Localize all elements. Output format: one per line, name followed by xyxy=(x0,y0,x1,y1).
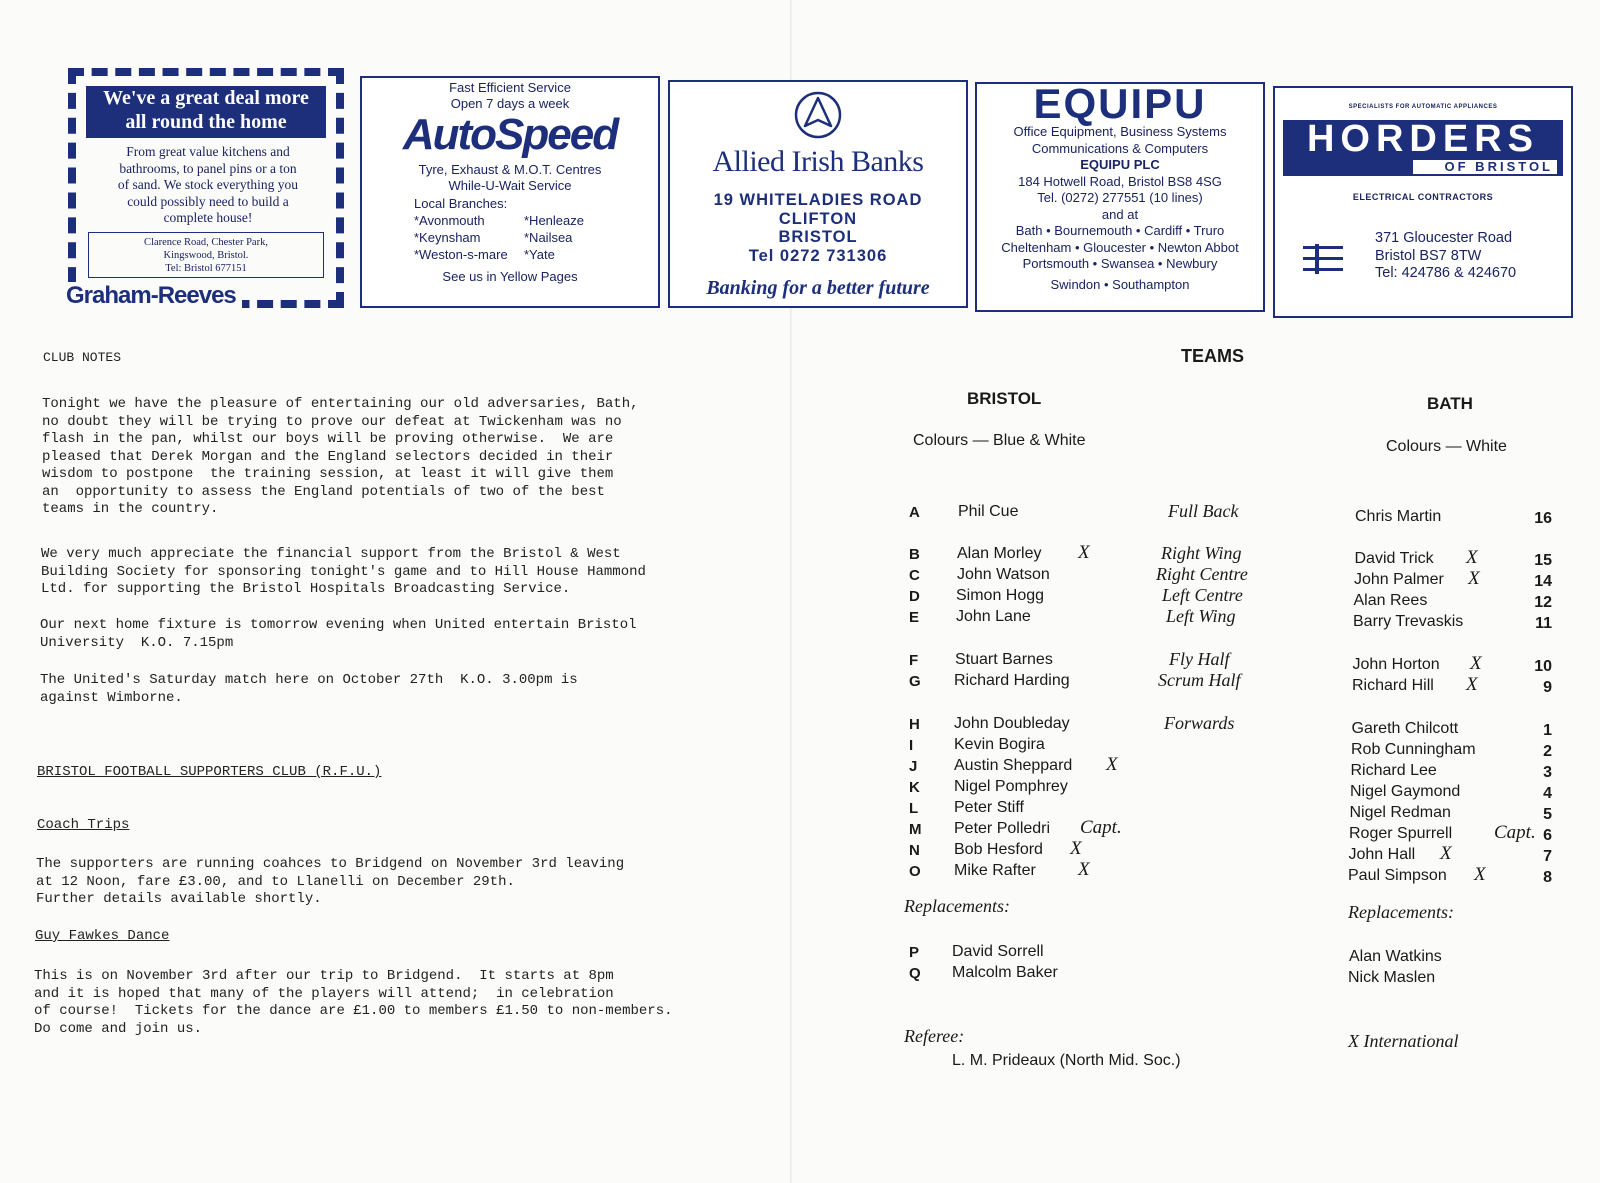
position-label: Scrum Half xyxy=(1158,670,1241,690)
ad-line: and at xyxy=(1101,206,1139,222)
horders-address xyxy=(1375,230,1516,283)
shirt-number: 5 xyxy=(1543,806,1552,823)
player-letter: O xyxy=(909,863,921,880)
club-notes-paragraph xyxy=(40,617,637,652)
ad-body xyxy=(90,144,326,227)
text-line: at 12 Noon, fare £3.00, and to Llanelli on December 29th. xyxy=(36,873,515,890)
text-line: Building Society for sponsoring tonight's game and to Hill House Hammond xyxy=(41,563,646,580)
ad-line: Office Equipment, Business Systems xyxy=(1013,124,1227,139)
away-player-name: Rob Cunningham xyxy=(1351,741,1476,758)
away-team-name: BATH xyxy=(1427,394,1473,413)
position-label: Right Wing xyxy=(1161,543,1242,563)
replacement-letter: Q xyxy=(909,965,921,982)
home-player-name: John Doubleday xyxy=(954,715,1070,732)
away-player-name: Nigel Gaymond xyxy=(1350,783,1461,800)
coach-trips-text xyxy=(36,856,624,909)
text-line: University K.O. 7.15pm xyxy=(40,634,234,651)
ad-horders xyxy=(1273,86,1573,318)
away-player-mark: X xyxy=(1470,653,1482,674)
ad-brand-name: Graham-Reeves xyxy=(66,282,242,310)
ad-allied-irish-banks xyxy=(668,80,968,308)
guy-fawkes-heading: Guy Fawkes Dance xyxy=(35,928,170,944)
home-replacement: David Sorrell xyxy=(952,943,1044,960)
player-letter: M xyxy=(909,821,922,838)
body-line: complete house! xyxy=(163,210,253,225)
home-player-name: Mike Rafter xyxy=(954,862,1036,879)
body-line: could possibly need to build a xyxy=(127,193,289,209)
ad-line: Tyre, Exhaust & M.O.T. Centres xyxy=(418,162,602,177)
ad-trade: ELECTRICAL CONTRACTORS xyxy=(1352,192,1494,202)
player-letter: I xyxy=(909,737,914,754)
away-player-name: Roger Spurrell xyxy=(1349,825,1453,842)
ad-tagline: SPECIALISTS FOR AUTOMATIC APPLIANCES xyxy=(1348,104,1498,110)
text-line: Tonight we have the pleasure of entertaining our old adversaries, Bath, xyxy=(42,396,639,412)
away-colours: Colours — White xyxy=(1386,438,1507,455)
away-replacement: Alan Watkins xyxy=(1349,948,1442,965)
text-line: and it is hoped that many of the players will attend; in celebration xyxy=(34,985,614,1002)
shirt-number: 1 xyxy=(1543,722,1552,739)
player-letter: B xyxy=(909,546,920,563)
ad-footer: See us in Yellow Pages xyxy=(442,269,578,284)
autospeed-logo: AutoSpeed xyxy=(402,110,618,159)
home-player-name: Kevin Bogira xyxy=(954,736,1045,753)
player-letter: E xyxy=(909,609,920,626)
shirt-number: 15 xyxy=(1534,552,1552,569)
home-player-mark: X xyxy=(1070,838,1082,859)
horders-logo xyxy=(1283,120,1563,176)
shirt-number: 10 xyxy=(1534,658,1552,675)
shirt-number: 11 xyxy=(1535,615,1552,632)
home-player-name: John Watson xyxy=(957,566,1050,583)
branch-item: *Keynsham xyxy=(414,230,481,245)
address-line: 371 Gloucester Road xyxy=(1375,230,1513,246)
ad-line: Portsmouth • Swansea • Newbury xyxy=(1022,256,1218,271)
home-player-name: Peter Stiff xyxy=(954,799,1024,816)
branch-item: *Henleaze xyxy=(524,213,584,228)
shirt-number: 2 xyxy=(1543,743,1552,760)
away-player-name: Paul Simpson xyxy=(1348,867,1447,884)
text-line: Do come and join us. xyxy=(34,1020,203,1037)
shirt-number: 9 xyxy=(1543,679,1552,696)
home-player-name: Alan Morley xyxy=(957,545,1042,562)
slogan: Banking for a better future xyxy=(706,277,930,299)
text-line: no doubt they will be trying to prove our defeat at Twickenham was no xyxy=(42,413,622,430)
text-line: flash in the pan, whilst our boys will be proving otherwise. We are xyxy=(42,431,614,447)
shirt-number: 12 xyxy=(1534,594,1552,611)
horders-emblem-icon xyxy=(1303,244,1343,279)
telephone: Tel: 424786 & 424670 xyxy=(1375,265,1517,281)
home-player-name: Simon Hogg xyxy=(956,587,1045,604)
address-line: Kingswood, Bristol. xyxy=(163,250,249,261)
player-letter: J xyxy=(909,758,918,775)
text-line: Our next home fixture is tomorrow evening when United entertain Bristol xyxy=(40,617,637,633)
player-letter: N xyxy=(909,842,920,859)
ad-headline xyxy=(86,86,326,138)
telephone: Tel 0272 731306 xyxy=(748,246,888,265)
away-player-mark: Capt. xyxy=(1494,822,1536,843)
position-label: Fly Half xyxy=(1169,649,1230,669)
player-letter: F xyxy=(909,652,919,669)
branch-item: *Avonmouth xyxy=(414,213,485,228)
home-replacement: Malcolm Baker xyxy=(952,964,1058,981)
address-line: Tel: Bristol 677151 xyxy=(165,263,247,274)
ad-line: Cheltenham • Gloucester • Newton Abbot xyxy=(1001,239,1239,255)
away-player-mark: X xyxy=(1466,547,1478,568)
equipu-logo: EQUIPU xyxy=(1033,80,1207,127)
shirt-number: 6 xyxy=(1543,827,1552,844)
away-player-name: Barry Trevaskis xyxy=(1353,613,1464,630)
branch-item: *Yate xyxy=(524,247,555,262)
text-line: of course! Tickets for the dance are £1.00 to members £1.50 to non-members. xyxy=(34,1003,673,1019)
guy-fawkes-text xyxy=(34,968,673,1038)
body-line: bathrooms, to panel pins or a ton xyxy=(119,160,297,176)
horders-name: HORDERS xyxy=(1306,118,1540,160)
player-letter: L xyxy=(909,800,919,817)
text-line: pleased that Derek Morgan and the England selectors decided in their xyxy=(42,448,614,465)
branches-list xyxy=(414,212,658,263)
club-notes-paragraph xyxy=(41,546,646,599)
away-player-name: John Horton xyxy=(1352,656,1440,673)
international-legend: X International xyxy=(1348,1031,1459,1051)
headline-line: We've a great deal more xyxy=(103,87,309,109)
shirt-number: 8 xyxy=(1543,869,1552,886)
home-player-mark: X xyxy=(1078,859,1090,880)
bank-name: Allied Irish Banks xyxy=(712,145,924,178)
player-letter: A xyxy=(909,504,920,521)
home-team-name: BRISTOL xyxy=(967,389,1042,408)
away-player-name: John Palmer xyxy=(1354,571,1444,588)
text-line: an opportunity to assess the England potentials of two of the best xyxy=(42,483,605,500)
home-player-name: Bob Hesford xyxy=(954,841,1043,858)
text-line: Further details available shortly. xyxy=(36,891,322,907)
away-replacement: Nick Maslen xyxy=(1348,969,1436,986)
supporters-club-heading: BRISTOL FOOTBALL SUPPORTERS CLUB (R.F.U.) xyxy=(37,764,382,780)
player-letter: G xyxy=(909,673,921,690)
club-notes-heading: CLUB NOTES xyxy=(43,350,122,365)
away-player-name: Richard Lee xyxy=(1350,762,1437,779)
address-line: BRISTOL xyxy=(778,228,858,246)
away-player-name: Alan Rees xyxy=(1353,592,1428,609)
text-line: wisdom to postpone the training session, at least it will give them xyxy=(42,466,614,482)
ad-graham-reeves xyxy=(68,68,344,308)
shirt-number: 3 xyxy=(1543,764,1552,781)
ad-line: EQUIPU PLC xyxy=(1080,157,1160,172)
shirt-number: 16 xyxy=(1534,510,1552,527)
away-player-mark: X xyxy=(1474,864,1486,885)
away-player-mark: X xyxy=(1468,568,1480,589)
text-line: against Wimborne. xyxy=(40,689,183,706)
text-line: The supporters are running coahces to Bridgend on November 3rd leaving xyxy=(36,856,625,872)
home-player-name: Richard Harding xyxy=(954,672,1070,689)
text-line: The United's Saturday match here on October 27th K.O. 3.00pm is xyxy=(40,672,578,688)
address-line: 19 WHITELADIES ROAD xyxy=(713,191,923,209)
ad-line: While-U-Wait Service xyxy=(448,178,572,193)
player-letter: D xyxy=(909,588,920,605)
position-label: Right Centre xyxy=(1156,564,1248,584)
branch-item: *Weston-s-mare xyxy=(414,247,508,262)
ad-equipu xyxy=(975,82,1265,312)
home-replacements-label: Replacements: xyxy=(904,896,1010,916)
address-line: Bristol BS7 8TW xyxy=(1375,247,1482,264)
ad-line: Fast Efficient Service xyxy=(449,80,571,95)
away-replacements-label: Replacements: xyxy=(1348,902,1454,922)
position-label: Left Wing xyxy=(1166,606,1236,626)
replacement-letter: P xyxy=(909,944,920,961)
branches-label: Local Branches: xyxy=(414,196,508,211)
away-player-mark: X xyxy=(1440,843,1452,864)
body-line: From great value kitchens and xyxy=(126,144,290,159)
home-player-name: Phil Cue xyxy=(958,503,1019,520)
away-player-name: Richard Hill xyxy=(1352,677,1434,694)
home-player-mark: X xyxy=(1106,754,1118,775)
home-player-mark: Capt. xyxy=(1080,817,1122,838)
coach-trips-heading: Coach Trips xyxy=(37,817,130,833)
position-label: Full Back xyxy=(1168,501,1239,521)
referee-name: L. M. Prideaux (North Mid. Soc.) xyxy=(952,1052,1181,1069)
aib-logo-icon xyxy=(670,90,966,145)
ad-line: Tel. (0272) 277551 (10 lines) xyxy=(1037,190,1203,205)
away-player-name: Nigel Redman xyxy=(1349,804,1451,821)
home-player-mark: X xyxy=(1078,542,1090,563)
ad-line: Communications & Computers xyxy=(1031,140,1209,156)
shirt-number: 7 xyxy=(1543,848,1552,865)
ad-address xyxy=(88,232,324,278)
ad-line: Bath • Bournemouth • Cardiff • Truro xyxy=(1015,223,1225,238)
away-player-name: Gareth Chilcott xyxy=(1351,720,1459,737)
position-label: Forwards xyxy=(1164,713,1235,733)
home-player-name: Stuart Barnes xyxy=(955,651,1053,668)
club-notes-paragraph xyxy=(42,396,639,519)
text-line: We very much appreciate the financial support from the Bristol & West xyxy=(41,546,621,562)
text-line: teams in the country. xyxy=(42,501,219,517)
ad-autospeed xyxy=(360,76,660,308)
away-player-name: David Trick xyxy=(1354,550,1434,567)
ad-line: 184 Hotwell Road, Bristol BS8 4SG xyxy=(1018,173,1222,189)
text-line: This is on November 3rd after our trip to Bridgend. It starts at 8pm xyxy=(34,968,614,984)
home-player-name: Austin Sheppard xyxy=(954,757,1073,774)
referee-label: Referee: xyxy=(904,1026,965,1046)
home-player-name: John Lane xyxy=(956,608,1031,625)
shirt-number: 14 xyxy=(1534,573,1552,590)
horders-sub: OF BRISTOL xyxy=(1413,160,1557,174)
club-notes-paragraph xyxy=(40,672,578,707)
text-line: Ltd. for supporting the Bristol Hospitals Broadcasting Service. xyxy=(41,581,571,597)
shirt-number: 4 xyxy=(1543,785,1552,802)
address-line: Clarence Road, Chester Park, xyxy=(144,237,268,248)
ad-line: Swindon • Southampton xyxy=(1050,276,1190,292)
branch-item: *Nailsea xyxy=(524,230,573,245)
home-colours: Colours — Blue & White xyxy=(913,432,1086,449)
player-letter: H xyxy=(909,716,920,733)
position-label: Left Centre xyxy=(1162,585,1243,605)
headline-line: all round the home xyxy=(125,111,287,133)
home-player-name: Nigel Pomphrey xyxy=(954,778,1068,795)
address-line: CLIFTON xyxy=(778,209,858,228)
body-line: of sand. We stock everything you xyxy=(117,177,299,192)
home-player-name: Peter Polledri xyxy=(954,820,1051,837)
away-player-name: Chris Martin xyxy=(1355,508,1442,525)
player-letter: K xyxy=(909,779,920,796)
away-player-mark: X xyxy=(1466,674,1478,695)
away-player-name: John Hall xyxy=(1348,846,1416,863)
ad-line: Open 7 days a week xyxy=(450,96,570,111)
player-letter: C xyxy=(909,567,920,584)
teams-title: TEAMS xyxy=(1181,346,1244,366)
